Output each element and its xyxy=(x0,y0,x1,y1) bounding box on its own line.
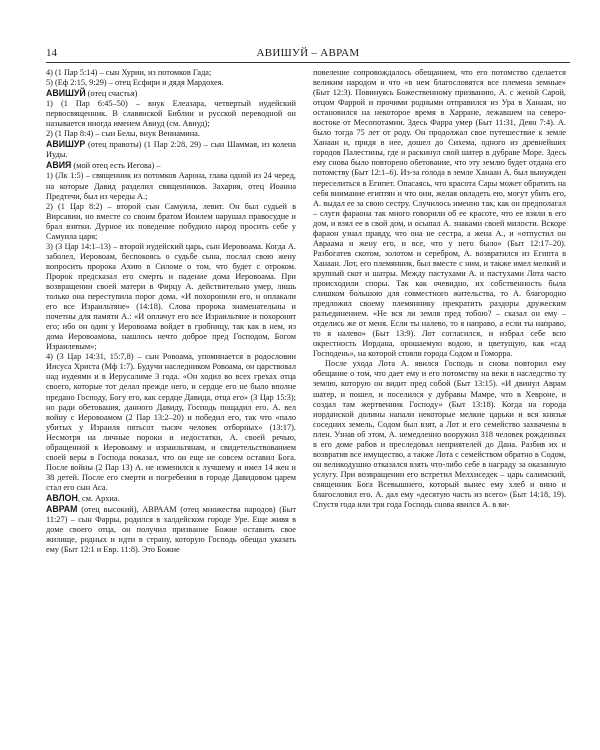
left-column xyxy=(46,68,296,555)
entry-text: 1) (Лк 1:5) – священник из потомков Аарона, глава одной из 24 черед, на которые Давид разделил священников. Захария, отец Иоанна Предтечи, был из череды А.; xyxy=(46,171,296,201)
page-number: 14 xyxy=(46,47,57,59)
paragraph xyxy=(313,68,566,359)
entry-headword: АВИШУР xyxy=(46,139,86,150)
entry-text: , см. Архиа. xyxy=(77,493,120,503)
entry-headword: АВИШУЙ xyxy=(46,88,86,99)
paragraph xyxy=(46,352,296,493)
entry-text: 3) (3 Цар 14:1–13) – второй иудейский царь, сын Иеровоама. Когда А. заболел, Иеровоам, беспокоясь о судьбе сына, послал свою жену вопросить пророка Ахию в Силоме о том, что будет с отроком. Пророк предсказал его смерть и падение дома Иеровоама. При возвращении своей матери в Фирцу А. действительно умер, лишь только она переступила порог дома. «И похоронили его, и оплакали его все Израильтяне» (14:18). Слова пророка знаменательны и почетны для памяти А.: «И оплачут его все Израильтяне и похоронят его; ибо он один у Иеровоама войдет в гробницу, так как в нем, из дома Иеровоамова, нашлось нечто доброе пред Господом, Богом Израилевым»; xyxy=(46,241,296,352)
entry-text: 5) (Еф 2:15, 9:29) – отец Есфири и дядя Мардохея. xyxy=(46,78,224,88)
dictionary-entry xyxy=(46,160,296,171)
entry-headword: АВЛОН xyxy=(46,492,78,503)
entry-text: 4) (1 Пар 5:14) – сын Хурии, из потомков Гада; xyxy=(46,68,212,77)
dictionary-entry xyxy=(46,493,296,504)
paragraph xyxy=(46,68,296,78)
entry-text: 2) (1 Цар 8:2) – второй сын Самуила, левит. Он был судьей в Вирсавии, но вместе со своим братом Иоилем нарушал правосудие и брал взятки. Дурное их поведение побудило народ просить себе у Самуила царя; xyxy=(46,201,296,241)
entry-text: 1) (1 Пар 6:45–50) – внук Елеазара, четвертый иудейский первосвященник. В славянской Библии и русской переводной он называется иногда именем Авиуд (см. Авиуд); xyxy=(46,99,296,129)
dictionary-entry xyxy=(46,504,296,555)
dictionary-entry xyxy=(46,139,296,160)
entry-headword: АВИЯ xyxy=(46,160,72,171)
entry-headword: АВРАМ xyxy=(46,504,78,515)
paragraph xyxy=(46,242,296,353)
entry-text: 2) (1 Пар 8:4) – сын Белы, внук Вениамина. xyxy=(46,129,200,139)
entry-text: (отец высокий), АВРААМ (отец множества народов) (Быт 11:27) – сын Фарры, родился в халдейском городе Уре. Еще живя в доме своего отца, он получил призвание Божие оставить свое жилище, родных и идти в страну, которую Господь обещал указать ему (Быт 12:1 и Евр. 11:8). Это Божие xyxy=(46,505,296,555)
paragraph xyxy=(46,129,296,139)
paragraph xyxy=(46,202,296,242)
paragraph xyxy=(313,359,566,510)
running-title: АВИШУЙ – АВРАМ xyxy=(256,47,360,59)
right-column xyxy=(313,68,566,510)
entry-text: повеление сопровождалось обещанием, что его потомство сделается великим народом и что «в нем благословятся все племена земные» (Быт 12:3). Повинуясь Божественному призванию, А. с женой Сарой, отцом Фаррой и прочими родными отправился из Ура в Ханаан, но остановился на некоторое время в Харране, лежавшем на северо-востоке от Месопотамии. Здесь Фарра умер (Быт 11:31, Деян 7:4). А. было тогда 75 лет от роду. Он продолжал свое путешествие к земле Ханаан и, придя в нее, дошел до Сихема, одного из древнейших городов Палестины, где и раскинул свой шатер в дубраве Море. Здесь ему снова было повторено обетование, что эту землю будет отдана его потомству (Быт 12:1–6). Из-за голода в земле Ханаан А. был вынужден переселиться в Египет. Опасаясь, что красота Сары может обратить на себя внимание египтян и что они, желая овладеть ею, могут убить его, А. выдал ее за свою сестру. Случилось именно так, как он предполагал – слуги фараона так много говорили об ее красоте, что ее взяли в его дом, и взял ее в свой дом, и осыпал А. знаками своей милости. Вскоре фараон узнал правду, что она не сестра, а жена А., и «отпустил он Авраама и жену его, и все, что у него было» (Быт 12:17–20). Разбогатев скотом, золотом и серебром, А. возвратился из Египта в Ханаан. Лот, его племянник, был вместе с ним, и также имел мелкий и крупный скот и шатры. Между пастухами А. и пастухами Лота часто происходили споры. Так как очевидно, их собственность была слишком большою для совместного жительства, то А. благородно предложил своему племяннику прекратить раздоры дружеским разъединением. «Не вся ли земля пред тобою? – сказал он ему – отделись же от меня. Если ты налево, то я направо, а если ты направо, то я налево» (Быт 13:9). Лот согласился, и избрал себе всю окрестность Иордана, орошаемую водою, и цветущую, как «сад Господень», на которой стояли города Содом и Гоморра. xyxy=(313,68,566,359)
entry-text: (мой отец есть Иегова) – xyxy=(71,161,161,171)
paragraph xyxy=(46,171,296,201)
entry-text: (отец правоты) (1 Пар 2:28, 29) – сын Шаммая, из колена Иуды. xyxy=(46,140,296,160)
paragraph xyxy=(46,99,296,129)
entry-text: (отец счастья) xyxy=(85,89,138,99)
paragraph xyxy=(46,78,296,88)
entry-text: 4) (3 Цар 14:31, 15:7,8) – сын Ровоама, упоминается в родословии Иисуса Христа (Мф 1:7). Будучи наследником Ровоама, он царствовал над иудеями и в Иерусалиме 3 года. «Он ходил во всех грехах отца своего, которые тот делал прежде него, и сердце его не было вполне предано Господу, Богу его, как сердце Давида, отца его» (3 Цар 15:3); но ради обетования, данного Давиду, Господь пощадил его. А. вел войну с Иеровоамом (2 Пар 13:2–20) и победил его, так что «пало убитых у Израиля пятьсот тысяч человек отборных» (13:17). Несмотря на личные пороки и недостатки, А. своей речью, обращенной к Иеровоаму и израильтянам, и свидетельствованием своей веры в Господа показал, что он еще не совсем оставил Бога. После войны (2 Пар 13) А. не изменился к лучшему и имел 14 жен и 38 детей. После его смерти и погребения в городе Давидовом царем стал его сын Аса. xyxy=(46,352,296,492)
running-header xyxy=(46,46,570,63)
dictionary-entry xyxy=(46,88,296,99)
entry-text: После ухода Лота А. явился Господь и снова повторил ему обещание о том, что дает ему и его потомству на веки в наследство ту землю, которую он видит пред собой (Быт 13:15). «И двинул Аврам шатер, и пошел, и поселился у дубравы Мамре, что в Хевроне, и создал там жертвенник Господу» (Быт 13:18). Когда на города иорданской долины напали некоторые мелкие царьки и вся князья соседних земель, Содом был взят, а Лот и его семейство захвачены в плен. Узнав об этом, А. немедленно вооружил 318 человек рожденных в его доме рабов и преследовал неприятелей до Дана. Разбив их и возвратив все имущество, а также Лота с семейством обратно в Содом, он великодушно отказался взять что-либо себе в награду за оказанную услугу. При возвращении его встретил Мелхиседек – царь салимский, священник Бога Всевышнего, который вынес ему хлеб и вино и благословил его. А. дал ему «десятую часть из всего» (Быт 14:18, 19). Спустя года или три года Господь снова явился А. в ви- xyxy=(313,359,566,510)
